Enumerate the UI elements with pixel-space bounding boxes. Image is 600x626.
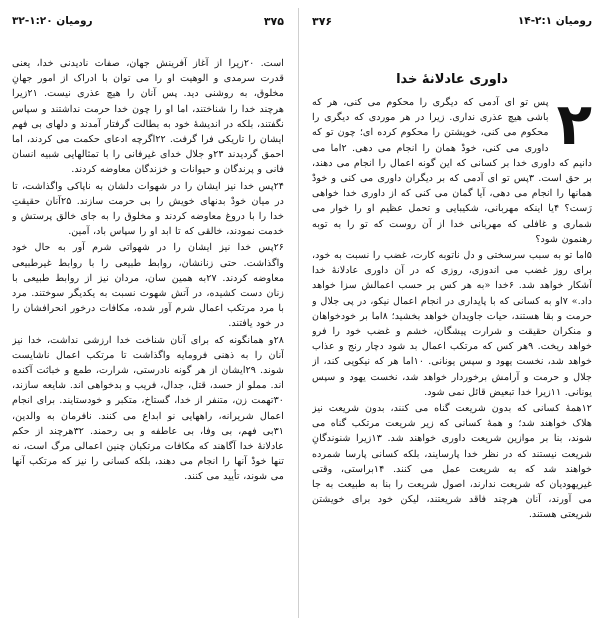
paragraph: پس تو ای آدمی که دیگری را محکوم می کنی، هر که باشی هیچ عذری نداری. زیرا در هر موردی که دیگری را محکوم می کنی، خویشتن را محکوم کرده ای؛ چون تو که داوری می کنی، خودْ همان را انجام می دهی. ۲اما می دانیم که داوری خدا بر کسانی که این گونه اعمال را انجام می دهند، بر حق است. ۳پس تو ای آدمی که بر دیگران داوری می کنی و خودْ همانها را انجام می دهی، آیا گمان می کنی که از داوری خدا خواهی رَست؟ ۴یا اینکه مهربانی، شکیبایی و تحمل عظیم او را خوار می شماری و غافلی که مهربانی خدا از آن روست که تو را به توبه رهنمون شود؟ — [312, 97, 592, 245]
right-running-head — [312, 12, 592, 30]
page-gutter-divider — [298, 8, 299, 618]
paragraph: ۵اما تو به سبب سرسختی و دل ناتوبه کارت، غضب را نسبت به خود، برای روز غضب می اندوزی، روزی که در آن داوری عادلانهٔ خدا آشکار خواهد شد. ۶خدا «به هر کس بر حسب اعمالش سزا خواهد داد.» ۷او به کسانی که با پایداری در انجام اعمال نیکو، در پی جلال و حرمت و بقا هستند، حیات جاویدان خواهد بخشید؛ ۸اما بر خودخواهان و منکران حقیقت و شرارت پیشگان، خشم و غضب خود را فرو خواهد ریخت. ۹هر کس که مرتکب اعمال بد شود دچار رنج و عذاب خواهد شد، نخست یهود و سپس یونانی. ۱۰اما هر که نیکویی کند، از جلال و حرمت و آرامش برخوردار خواهد شد، نخست یهود و سپس یونانی. ۱۱زیرا خدا تبعیض قائل نمی شود. — [312, 250, 592, 398]
right-running-reference: رومیان ۲:۱-۱۴ — [517, 15, 592, 27]
left-running-reference: رومیان ۱:۲۰-۳۲ — [12, 15, 93, 27]
chapter-number: ۲ — [556, 90, 592, 158]
left-page-number: ۳۷۵ — [263, 14, 284, 28]
left-page — [12, 0, 284, 626]
paragraph: است. ۲۰زیرا از آغاز آفرینش جهان، صفات نادیدنی خدا، یعنی قدرت سرمدی و الوهیت او را می توان با ادراک از امور جهانِ مخلوق، به روشنی دید. پس آنان را هیچ عذری نیست. ۲۱زیرا هرچند خدا را شناختند، اما او را چون خدا حرمت نداشتند و سپاس نگفتند، بلکه در اندیشهٔ خود به بطالت گرفتار آمدند و دلهای بی فهم ایشان را تاریکی فرا گرفت. ۲۲اگرچه ادعای حکمت می کردند، اما احمق گردیدند ۲۳و جلال خدای غیرفانی را با تمثالهایی شبیه انسان فانی و پرندگان و حیوانات و خزندگان معاوضه کردند. — [12, 58, 284, 176]
paragraph: ۲۸و همانگونه که برای آنان شناخت خدا ارزشی نداشت، خدا نیز آنان را به ذهنی فرومایه واگذاشت تا مرتکب اعمال ناشایست شوند. ۲۹ایشان از هر گونه نادرستی، شرارت، طمع و خباثت آکنده اند. مملو از حسد، قتل، جدال، فریب و بدخواهی اند. شایعه سازند، ۳۰تهمت زن، متنفر از خدا، گستاخ، متکبر و خودستایند. برای انجام اعمال شریرانه، راههایی نو ابداع می کنند. نافرمان به والدین، ۳۱بی فهم، بی وفا، بی عاطفه و بی رحمند. ۳۲هرچند از حکم عادلانهٔ خدا آگاهند که مکافات مرتکبان چنین اعمالی مرگ است، نه تنها خودْ آنها را انجام می دهند، بلکه کسانی را نیز که مرتکب آنها می شوند، تأیید می کنند. — [12, 334, 284, 483]
right-page — [312, 0, 592, 626]
paragraph: ۲۴پس خدا نیز ایشان را در شهوات دلشان به ناپاکی واگذاشت، تا در میان خودْ بدنهای خویش را بی حرمت سازند. ۲۵آنان حقیقتِ خدا را با دروغ معاوضه کردند و مخلوق را به جای خالق پرستش و خدمت نمودند، خالقی که تا ابد او را سپاس باد، آمین. — [12, 180, 284, 238]
paragraph: ۲۶پس خدا نیز ایشان را در شهواتی شرم آور به حال خود واگذاشت. حتی زنانشان، روابط طبیعی را با روابط غیرطبیعی معاوضه کردند. ۲۷به همین سان، مردان نیز از روابط طبیعی با زنان دست کشیده، در آتش شهوت نسبت به یکدیگر سوختند. مرد با مرد مرتکب اعمال شرم آور شده، مکافات درخور انحرافشان را در خود یافتند. — [12, 242, 284, 330]
left-running-head — [12, 12, 284, 30]
right-page-number: ۳۷۶ — [312, 14, 333, 28]
section-title: داوری عادلانهٔ خدا — [396, 72, 508, 87]
right-body-text — [312, 90, 592, 523]
paragraph: ۱۲همهٔ کسانی که بدون شریعت گناه می کنند، بدون شریعت نیز هلاک خواهند شد؛ و همهٔ کسانی که زیر شریعت مرتکب گناه می شوند، بنا بر موازین شریعت داوری خواهند شد. ۱۳زیرا شنوندگانِ شریعت نیستند که در نظر خدا پارسایند، بلکه کسانی پارسا شمرده خواهند شد که به شریعت عمل می کنند. ۱۴براستی، وقتی غیریهودیان که شریعت ندارند، اصول شریعت را بنا به طبیعت به جا می آورند، آنان هرچند فاقد شریعتند، لیکن خود برای خویشتن شریعتی هستند. — [312, 403, 592, 521]
left-body-text — [12, 56, 284, 485]
